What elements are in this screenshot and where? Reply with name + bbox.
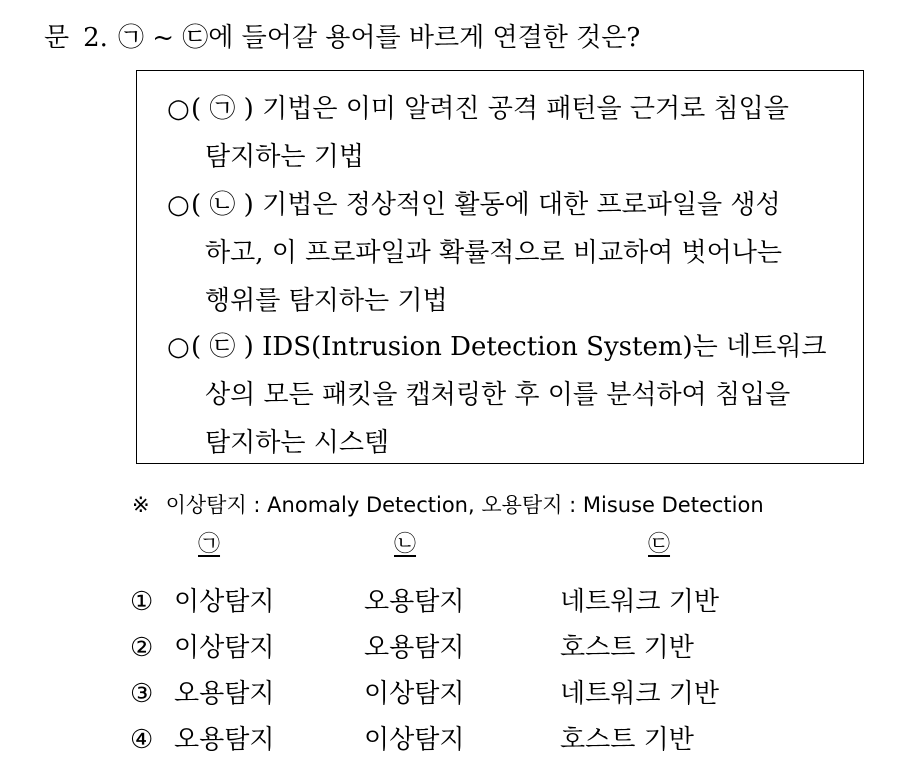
- passage-box: [136, 70, 864, 464]
- option-col-c: 호스트 기반: [560, 725, 694, 755]
- passage-item-3-line-3: 탐지하는 시스템: [205, 428, 390, 458]
- question-stem: [44, 18, 640, 58]
- reference-mark-icon: ※: [132, 493, 150, 517]
- passage-item-2-line-3: 행위를 탐지하는 기법: [205, 286, 448, 316]
- option-col-b: 오용탐지: [364, 633, 465, 663]
- passage-item-1: [167, 85, 789, 181]
- option-col-b: 이상탐지: [364, 725, 465, 755]
- option-col-c: 호스트 기반: [560, 633, 694, 663]
- column-header-c: ㉢: [648, 532, 671, 557]
- bullet-circle-icon: ○: [167, 94, 190, 124]
- option-number: ④: [130, 725, 154, 755]
- bullet-circle-icon: ○: [167, 332, 190, 362]
- footnote-text: 이상탐지 : Anomaly Detection, 오용탐지 : Misuse Detection: [165, 493, 764, 517]
- option-col-a: 오용탐지: [174, 725, 275, 755]
- passage-item-2: [167, 181, 782, 325]
- question-label: 문: [44, 23, 70, 53]
- option-col-c: 네트워크 기반: [560, 679, 719, 709]
- option-col-a: 오용탐지: [174, 679, 275, 709]
- question-number: 2.: [83, 23, 108, 53]
- option-col-b: 이상탐지: [364, 679, 465, 709]
- passage-item-1-line-2: 탐지하는 기법: [205, 142, 364, 172]
- option-col-a: 이상탐지: [174, 587, 275, 617]
- question-text: ㉠ ~ ㉢에 들어갈 용어를 바르게 연결한 것은?: [117, 23, 641, 53]
- option-number: ③: [130, 679, 154, 709]
- option-number: ①: [130, 587, 154, 617]
- footnote: [132, 488, 764, 522]
- passage-item-3-line-2: 상의 모든 패킷을 캡처링한 후 이를 분석하여 침입을: [205, 380, 791, 410]
- passage-item-2-line-2: 하고, 이 프로파일과 확률적으로 비교하여 벗어나는: [205, 238, 783, 268]
- option-col-c: 네트워크 기반: [560, 587, 719, 617]
- passage-item-2-line-1: ○( ㉡ ) 기법은 정상적인 활동에 대한 프로파일을 생성: [167, 181, 782, 229]
- passage-item-3-line-1: ○( ㉢ ) IDS(Intrusion Detection System)는 네트워크: [167, 323, 827, 371]
- passage-item-1-line-1: ○( ㉠ ) 기법은 이미 알려진 공격 패턴을 근거로 침입을: [167, 85, 789, 133]
- option-col-a: 이상탐지: [174, 633, 275, 663]
- passage-item-3: [167, 323, 827, 467]
- option-number: ②: [130, 633, 154, 663]
- column-header-a: ㉠: [198, 532, 221, 557]
- option-col-b: 오용탐지: [364, 587, 465, 617]
- bullet-circle-icon: ○: [167, 190, 190, 220]
- column-header-b: ㉡: [394, 532, 417, 557]
